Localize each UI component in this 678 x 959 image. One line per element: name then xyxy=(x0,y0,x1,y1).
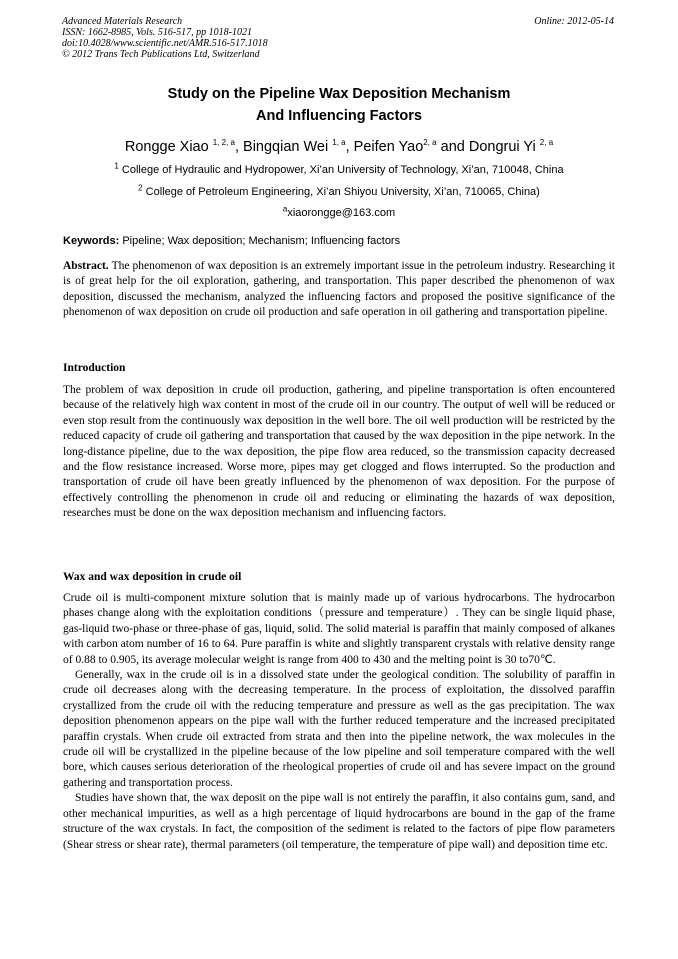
author-separator: , xyxy=(345,139,354,155)
email-mark: a xyxy=(282,204,288,214)
title-line-2: And Influencing Factors xyxy=(256,108,422,124)
affiliation-text: College of Hydraulic and Hydropower, Xi’an University of Technology, Xi’an, 710048, China xyxy=(121,164,564,176)
journal-header xyxy=(62,16,268,60)
keywords-label: Keywords: xyxy=(63,235,120,247)
abstract-label: Abstract. xyxy=(63,260,109,272)
journal-name: Advanced Materials Research xyxy=(62,16,183,27)
paragraph: Generally, wax in the crude oil is in a dissolved state under the geological condition. The solubility of paraffin in crude oil decreases along with the decreasing temperature. In the process of exploitation, the dissolved paraffin crystallized from the crude oil with the reducing temperature and pressure as well as the gas precipitation. The wax deposition phenomenon appears on the pipe wall with the further reduced temperature and the increased precipitated paraffin crystals. When crude oil extracted from strata and then into the pipeline network, the wax molecules in the crude oil will be crystallized in the pipeline because of the low pipeline and soil temperature compared with the well bore, which causes serious deterioration of the rheological properties of crude oil and has severe impact on the ground gathering and transportation process. xyxy=(63,669,615,789)
contact-email xyxy=(0,206,678,220)
keywords xyxy=(63,234,615,248)
introduction-text: The problem of wax deposition in crude oil production, gathering, and pipeline transportation is often encountered because of the relatively high wax content in most of the crude oil in our country. The output of well will be reduced or even stop result from the continuously wax deposition in the well bore. The oil well production will be restricted by the reduced capacity of crude oil gathering and transportation that caused by the wax deposition in the pipe network. In the long-distance pipeline, due to the wax deposition, the pipe flow area reduced, so the transmission capacity decreased and the flow resistance increased. Worse more, pipes may get clogged and flows interrupted. So the production and transportation of crude oil have been greatly influenced by the phenomenon of wax deposition. For the purpose of effectively controlling the phenomenon in crude oil and reducing or eliminating the hazards of wax deposition, researches must be done on the wax deposition mechanism and influencing factors. xyxy=(63,384,615,520)
paragraph: Crude oil is multi-component mixture solution that is mainly made up of various hydrocarbons. The hydrocarbon phases change along with the exploitation conditions（pressure and temperature）. They can be single liquid phase, gas-liquid two-phase or three-phase of gas, liquid, solid. The solid material is paraffin that mainly composed of alkanes with carbon atom number of 16 to 64. Pure paraffin is white and slightly transparent crystals with relative density range of 0.88 to 0.905, its average molecular weight is range from 400 to 430 and the melting point is 30 to70℃. xyxy=(63,592,615,666)
keywords-text: Pipeline; Wax deposition; Mechanism; Influencing factors xyxy=(122,235,401,247)
affiliation-1 xyxy=(0,163,678,177)
affiliation-text: College of Petroleum Engineering, Xi’an Shiyou University, Xi’an, 710065, China) xyxy=(145,186,540,198)
author-name: Peifen Yao xyxy=(353,139,424,155)
author-separator: , xyxy=(234,139,244,155)
abstract-text: The phenomenon of wax deposition is an extremely important issue in the petroleum industry. Researching it is of great help for the oil exploration, gathering, and transportation. This paper described the phenomenon of wax deposition, discussed the mechanism, analyzed the influencing factors and proposed the positive significance of the phenomenon of wax deposition on crude oil production and safe operation in oil gathering and transportation pipeline. xyxy=(63,260,615,319)
author-list xyxy=(0,137,678,157)
author-affiliation-mark: 2, a xyxy=(423,138,437,148)
author-affiliation-mark: 2, a xyxy=(539,138,554,148)
doi-line: doi:10.4028/www.scientific.net/AMR.516-517.1018 xyxy=(62,38,268,49)
author-name: Rongge Xiao xyxy=(124,139,209,155)
author-name: Bingqian Wei xyxy=(243,139,329,155)
author-affiliation-mark: 1, a xyxy=(332,138,346,148)
wax-section-body xyxy=(63,591,615,853)
affiliation-2 xyxy=(0,185,678,199)
affiliation-number: 1 xyxy=(114,161,119,171)
paragraph: Studies have shown that, the wax deposit on the pipe wall is not entirely the paraffin, it also contains gum, sand, and other mechanical impurities, as well as a high percentage of liquid hydrocarbons are bound in the gap of the frame structure of the wax crystals. In fact, the composition of the sediment is related to the factors of pipe flow parameters (Shear stress or shear rate), thermal parameters (oil temperature, the temperature of pipe wall) and deposition time etc. xyxy=(63,792,615,851)
copyright-line: © 2012 Trans Tech Publications Ltd, Switzerland xyxy=(62,49,260,60)
author-name: Dongrui Yi xyxy=(468,139,536,155)
issn-line: ISSN: 1662-8985, Vols. 516-517, pp 1018-1021 xyxy=(62,27,252,38)
author-separator: and xyxy=(436,139,469,155)
online-date: Online: 2012-05-14 xyxy=(534,16,614,27)
section-heading-introduction: Introduction xyxy=(63,362,126,374)
section-heading-wax: Wax and wax deposition in crude oil xyxy=(63,571,242,583)
abstract xyxy=(63,259,615,321)
author-affiliation-mark: 1, 2, a xyxy=(212,138,235,148)
paper-title xyxy=(0,83,678,127)
email-address[interactable]: xiaorongge@163.com xyxy=(287,207,396,219)
affiliation-number: 2 xyxy=(138,183,143,193)
title-line-1: Study on the Pipeline Wax Deposition Mechanism xyxy=(167,86,511,102)
